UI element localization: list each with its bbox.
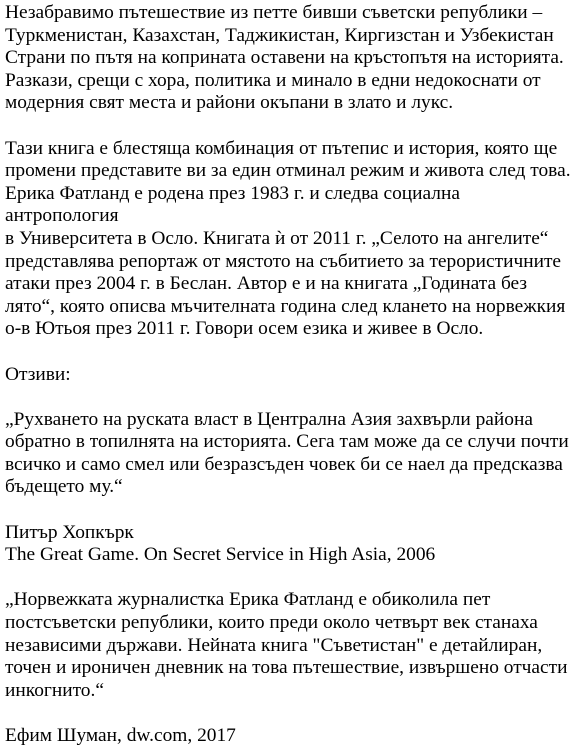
book-description-page — [5, 2, 577, 748]
review-source: The Great Game. On Secret Service in High Asia, 2006 — [5, 544, 436, 566]
review-quote: „Норвежката журналистка Ерика Фатланд е обиколила пет постсъветски републики, които преди около четвърт век станаха независими държави. Нейната книга "Съветистан" е детайлиран, точен и ироничен дневник на това пътешествие, извършено отчасти инкогнито.“ — [5, 589, 568, 701]
intro-paragraph: Незабравимо пътешествие из петте бивши съветски републики – Туркменистан, Казахстан, Таджикистан, Киргизстан и Узбекистан Страни по пътя на коприната оставени на кръстопътя на историята. Разкази, срещи с хора, политика и минало в едни недокоснати от модерния свят места и райони окъпани в злато и лукс. — [5, 2, 564, 114]
paragraph-gap — [5, 386, 577, 409]
paragraph-gap — [5, 702, 577, 725]
review-attribution: Ефим Шуман, dw.com, 2017 — [5, 725, 236, 746]
reviews-heading: Отзиви: — [5, 363, 71, 385]
paragraph-gap — [5, 115, 577, 138]
review-quote: „Рухването на руската власт в Централна Азия захвърли района обратно в топилнята на историята. Сега там може да се случи почти всичко и само смел или безразсъден човек би се наел да предсказва бъдещето му.“ — [5, 408, 569, 498]
paragraph-gap — [5, 341, 577, 364]
review-author: Питър Хопкърк — [5, 521, 134, 543]
paragraph-gap — [5, 499, 577, 522]
paragraph-gap — [5, 567, 577, 590]
description-paragraph: Тази книга е блестяща комбинация от пътепис и история, която ще промени представите ви за един отминал режим и живота след това. Ерика Фатланд е родена през 1983 г. и следва социална антропология в Университета в Осло. Книгата ѝ от 2011 г. „Селото на ангелите“ представлява репортаж от мястото на събитието за терористичните атаки през 2004 г. в Беслан. Автор е и на книгата „Годината без лято“, която описва мъчителната година след клането на норвежкия о-в Ютьоя през 2011 г. Говори осем езика и живее в Осло. — [5, 137, 571, 340]
